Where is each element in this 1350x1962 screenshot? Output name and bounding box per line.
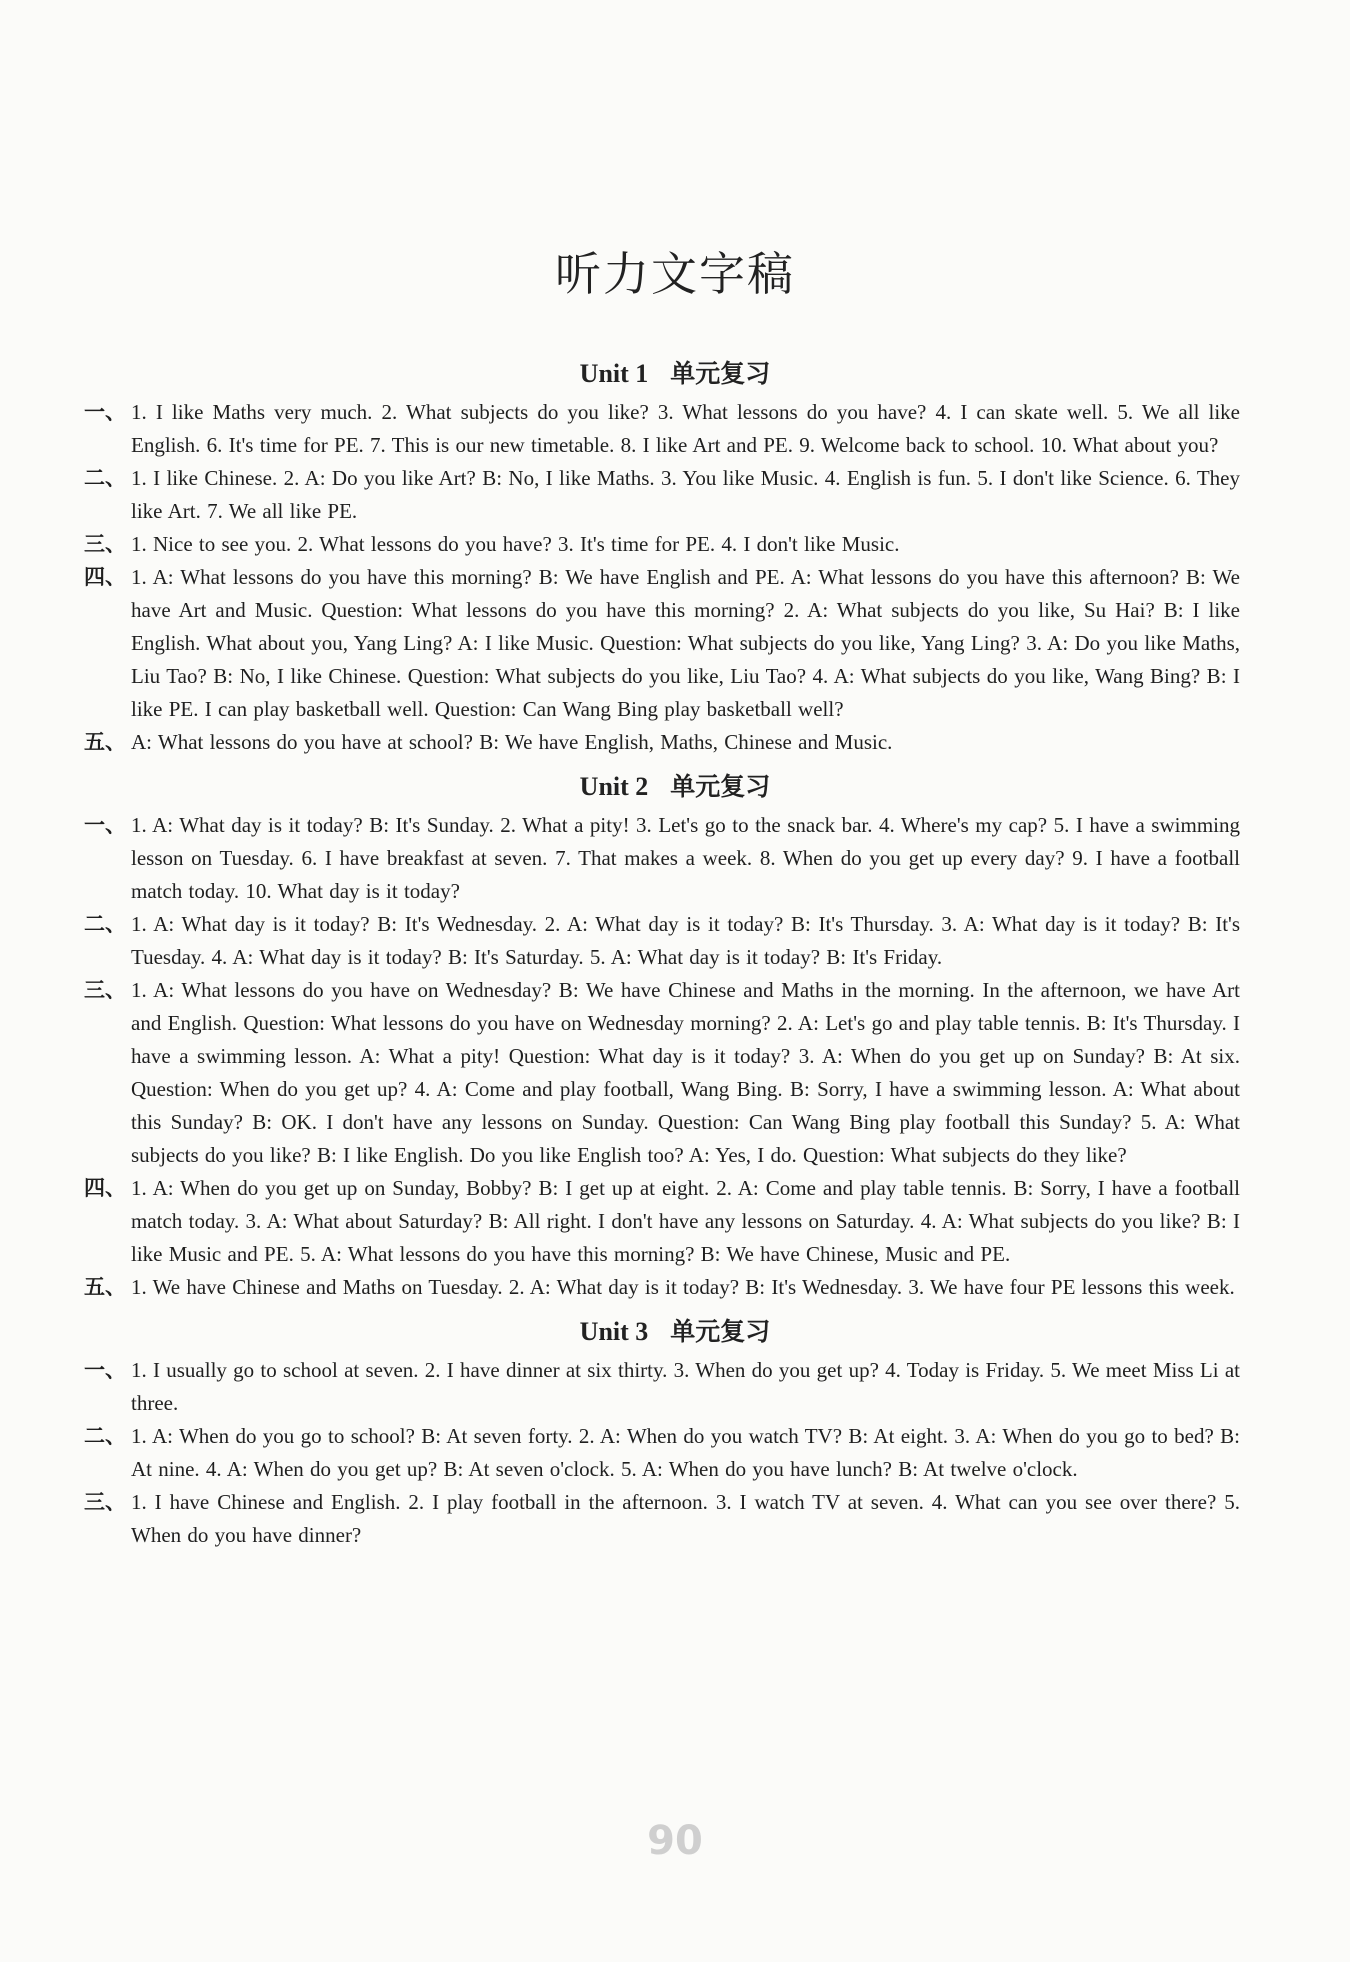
unit-heading-label: 单元复习 <box>670 359 771 388</box>
section-text: 1. A: When do you get up on Sunday, Bobby? B: I get up at eight. 2. A: Come and play table tennis. B: Sorry, I have a football match today. 3. A: What about Saturday? B: All right. I don't have any lessons on Saturday. 4. A: What subjects do you like? B: I like Music and PE. 5. A: What lessons do you have this morning? B: We have Chinese, Music and PE. <box>131 1176 1240 1266</box>
exercise-section <box>0 462 1350 528</box>
unit-heading <box>0 352 1350 396</box>
section-text: 1. I usually go to school at seven. 2. I have dinner at six thirty. 3. When do you get up? 4. Today is Friday. 5. We meet Miss Li at three. <box>131 1358 1240 1415</box>
section-text: 1. A: What lessons do you have on Wednesday? B: We have Chinese and Maths in the morning. In the afternoon, we have Art and English. Question: What lessons do you have on Wednesday morning? 2. A: Let's go and play table tennis. B: It's Thursday. I have a swimming lesson. A: What a pity! Question: What day is it today? 3. A: When do you get up on Sunday? B: At six. Question: When do you get up? 4. A: Come and play football, Wang Bing. B: Sorry, I have a swimming lesson. A: What about this Sunday? B: OK. I don't have any lessons on Sunday. Question: Can Wang Bing play football this Sunday? 5. A: What subjects do you like? B: I like English. Do you like English too? A: Yes, I do. Question: What subjects do they like? <box>131 978 1240 1167</box>
section-text: 1. I like Chinese. 2. A: Do you like Art? B: No, I like Maths. 3. You like Music. 4. English is fun. 5. I don't like Science. 6. They like Art. 7. We all like PE. <box>131 466 1240 523</box>
section-label: 四、 <box>84 565 126 589</box>
exercise-section <box>0 809 1350 908</box>
exercise-section <box>0 1172 1350 1271</box>
exercise-section <box>0 396 1350 462</box>
unit-number: Unit 1 <box>579 359 649 388</box>
exercise-section <box>0 1354 1350 1420</box>
exercise-section <box>0 974 1350 1172</box>
section-label: 三、 <box>84 532 126 556</box>
exercise-section <box>0 1271 1350 1304</box>
transcript-content <box>0 352 1350 1552</box>
section-label: 五、 <box>84 730 126 754</box>
page-number: 90 <box>647 1818 703 1864</box>
section-text: A: What lessons do you have at school? B: We have English, Maths, Chinese and Music. <box>131 730 893 754</box>
page-title: 听力文字稿 <box>555 247 795 301</box>
unit-heading <box>0 1310 1350 1354</box>
section-label: 一、 <box>84 400 126 424</box>
section-text: 1. We have Chinese and Maths on Tuesday. 2. A: What day is it today? B: It's Wednesday. 3. We have four PE lessons this week. <box>131 1275 1235 1299</box>
section-text: 1. A: What day is it today? B: It's Sunday. 2. What a pity! 3. Let's go to the snack bar. 4. Where's my cap? 5. I have a swimming lesson on Tuesday. 6. I have breakfast at seven. 7. That makes a week. 8. When do you get up every day? 9. I have a football match today. 10. What day is it today? <box>131 813 1240 903</box>
unit-number: Unit 2 <box>579 772 649 801</box>
section-label: 一、 <box>84 1358 126 1382</box>
section-text: 1. A: When do you go to school? B: At seven forty. 2. A: When do you watch TV? B: At eight. 3. A: When do you go to bed? B: At nine. 4. A: When do you get up? B: At seven o'clock. 5. A: When do you have lunch? B: At twelve o'clock. <box>131 1424 1240 1481</box>
unit-number: Unit 3 <box>579 1317 649 1346</box>
section-label: 三、 <box>84 978 126 1002</box>
exercise-section <box>0 561 1350 726</box>
exercise-section <box>0 528 1350 561</box>
section-text: 1. I have Chinese and English. 2. I play football in the afternoon. 3. I watch TV at seven. 4. What can you see over there? 5. When do you have dinner? <box>131 1490 1240 1547</box>
section-label: 二、 <box>84 1424 126 1448</box>
exercise-section <box>0 1486 1350 1552</box>
exercise-section <box>0 908 1350 974</box>
unit-heading-label: 单元复习 <box>670 1317 771 1346</box>
exercise-section <box>0 1420 1350 1486</box>
section-label: 三、 <box>84 1490 126 1514</box>
section-text: 1. Nice to see you. 2. What lessons do you have? 3. It's time for PE. 4. I don't like Music. <box>131 532 900 556</box>
section-label: 五、 <box>84 1275 126 1299</box>
section-label: 二、 <box>84 912 126 936</box>
unit-heading-label: 单元复习 <box>670 772 771 801</box>
exercise-section <box>0 726 1350 759</box>
unit-heading <box>0 765 1350 809</box>
section-text: 1. A: What day is it today? B: It's Wednesday. 2. A: What day is it today? B: It's Thursday. 3. A: What day is it today? B: It's Tuesday. 4. A: What day is it today? B: It's Saturday. 5. A: What day is it today? B: It's Friday. <box>131 912 1240 969</box>
section-label: 二、 <box>84 466 126 490</box>
section-label: 一、 <box>84 813 126 837</box>
section-text: 1. A: What lessons do you have this morning? B: We have English and PE. A: What lessons do you have this afternoon? B: We have Art and Music. Question: What lessons do you have this morning? 2. A: What subjects do you like, Su Hai? B: I like English. What about you, Yang Ling? A: I like Music. Question: What subjects do you like, Yang Ling? 3. A: Do you like Maths, Liu Tao? B: No, I like Chinese. Question: What subjects do you like, Liu Tao? 4. A: What subjects do you like, Wang Bing? B: I like PE. I can play basketball well. Question: Can Wang Bing play basketball well? <box>131 565 1240 721</box>
section-label: 四、 <box>84 1176 126 1200</box>
section-text: 1. I like Maths very much. 2. What subjects do you like? 3. What lessons do you have? 4. I can skate well. 5. We all like English. 6. It's time for PE. 7. This is our new timetable. 8. I like Art and PE. 9. Welcome back to school. 10. What about you? <box>131 400 1240 457</box>
